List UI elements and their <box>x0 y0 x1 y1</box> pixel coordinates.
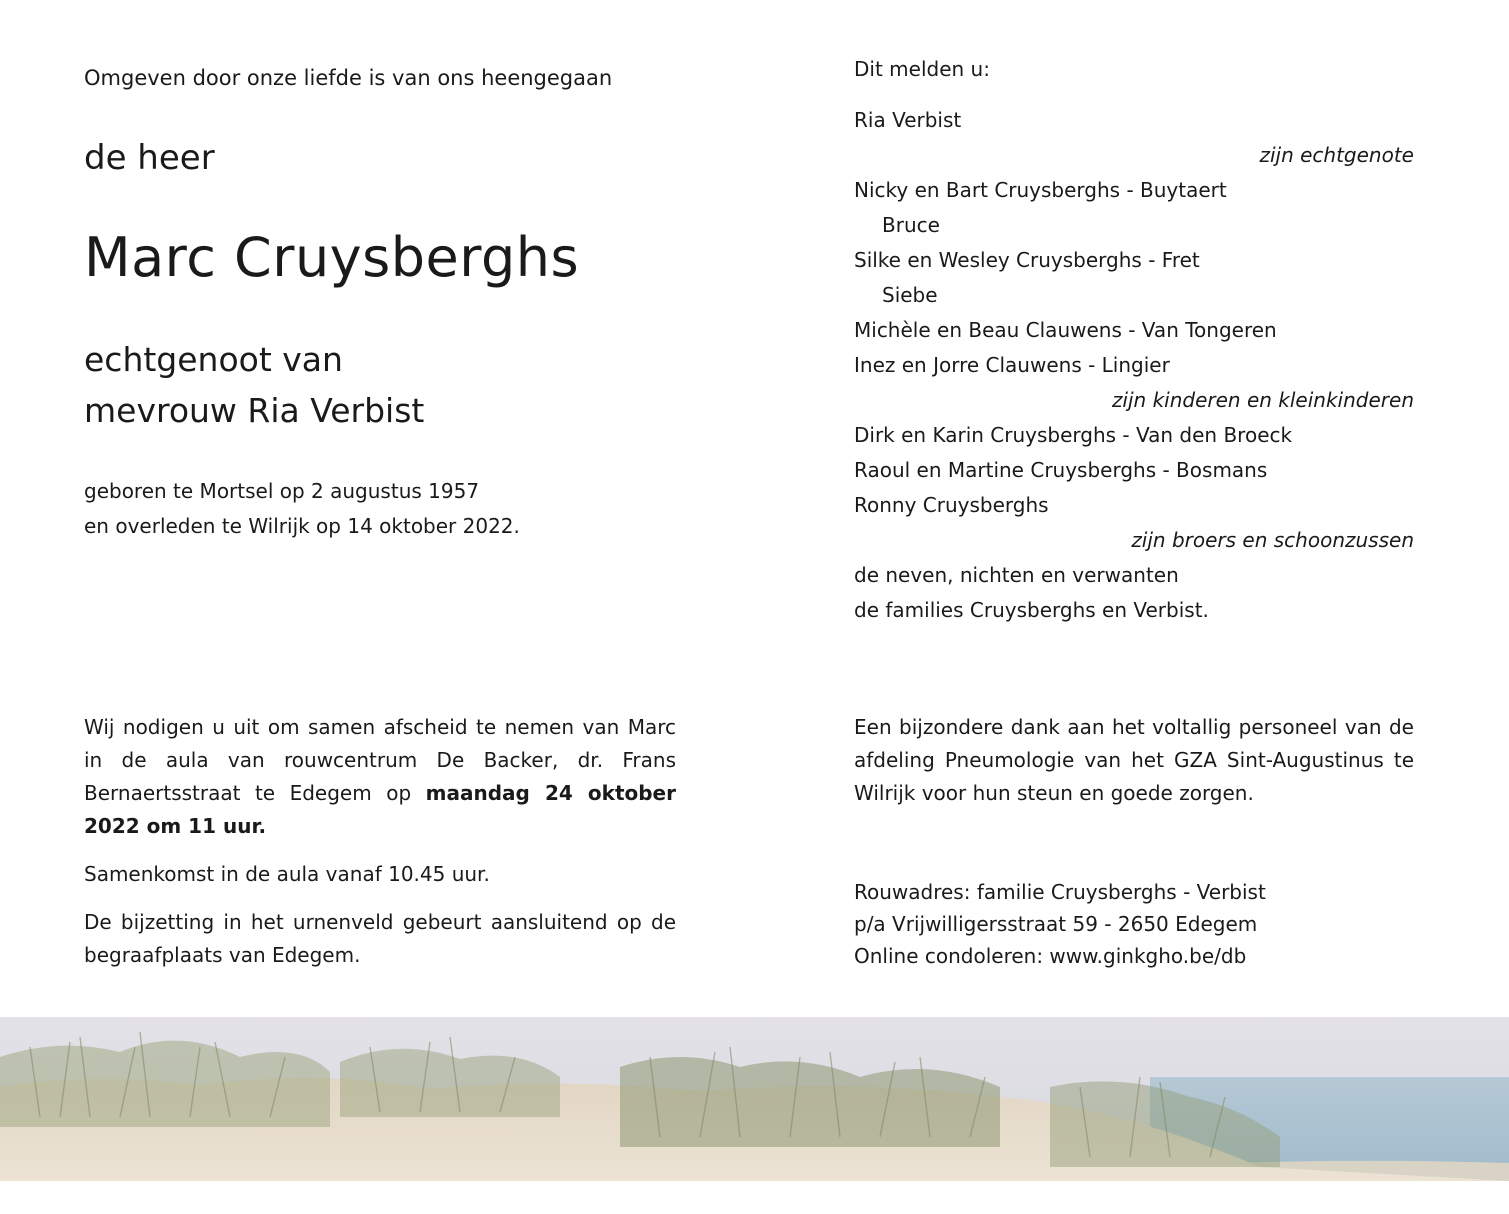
family-member: de families Cruysberghs en Verbist. <box>854 598 1209 622</box>
death-line: en overleden te Wilrijk op 14 oktober 2022. <box>84 514 520 538</box>
ceremony-invitation <box>84 711 676 987</box>
family-member: Nicky en Bart Cruysberghs - Buytaert <box>854 178 1227 202</box>
family-member: Silke en Wesley Cruysberghs - Fret <box>854 248 1200 272</box>
intro-text: Omgeven door onze liefde is van ons heengegaan <box>84 66 613 90</box>
relation-label: zijn echtgenote <box>1259 143 1414 167</box>
relation-label: zijn broers en schoonzussen <box>1131 528 1414 552</box>
burial-paragraph: De bijzetting in het urnenveld gebeurt aansluitend op de begraafplaats van Edegem. <box>84 910 676 967</box>
announce-line: Dit melden u: <box>854 57 990 81</box>
deceased-name: Marc Cruysberghs <box>84 226 580 289</box>
dune-landscape-image <box>0 1017 1509 1181</box>
grandchild: Bruce <box>882 213 940 237</box>
invite-date: maandag 24 oktober 2022 om 11 uur. <box>84 781 676 838</box>
grandchild: Siebe <box>882 283 938 307</box>
spouse-line-1: echtgenoot van <box>84 340 343 379</box>
address-line-1: Rouwadres: familie Cruysberghs - Verbist <box>854 880 1266 904</box>
family-member: Ria Verbist <box>854 108 962 132</box>
family-member: de neven, nichten en verwanten <box>854 563 1179 587</box>
invite-paragraph <box>84 711 676 843</box>
family-member: Michèle en Beau Clauwens - Van Tongeren <box>854 318 1277 342</box>
condolence-line: Online condoleren: www.ginkgho.be/db <box>854 944 1247 968</box>
birth-line: geboren te Mortsel op 2 augustus 1957 <box>84 479 480 503</box>
spouse-info <box>84 334 424 436</box>
family-member: Dirk en Karin Cruysberghs - Van den Broeck <box>854 423 1293 447</box>
family-member: Ronny Cruysberghs <box>854 493 1049 517</box>
relation-label: zijn kinderen en kleinkinderen <box>1111 388 1414 412</box>
invite-text: Wij nodigen u uit om samen afscheid te nemen van Marc in de aula van rouwcentrum De Backer, dr. Frans Bernaertsstraat te Edegem op <box>84 715 676 805</box>
mourning-address <box>854 876 1266 972</box>
birth-death-info <box>84 474 520 544</box>
spouse-line-2: mevrouw Ria Verbist <box>84 391 425 430</box>
gathering-paragraph: Samenkomst in de aula vanaf 10.45 uur. <box>84 862 490 886</box>
family-list <box>854 54 1414 630</box>
family-member: Inez en Jorre Clauwens - Lingier <box>854 353 1170 377</box>
honorific: de heer <box>84 138 215 178</box>
family-member: Raoul en Martine Cruysberghs - Bosmans <box>854 458 1268 482</box>
address-line-2: p/a Vrijwilligersstraat 59 - 2650 Edegem <box>854 912 1258 936</box>
thanks-paragraph: Een bijzondere dank aan het voltallig personeel van de afdeling Pneumologie van het GZA Sint-Augustinus te Wilrijk voor hun steun en goede zorgen. <box>854 715 1414 805</box>
